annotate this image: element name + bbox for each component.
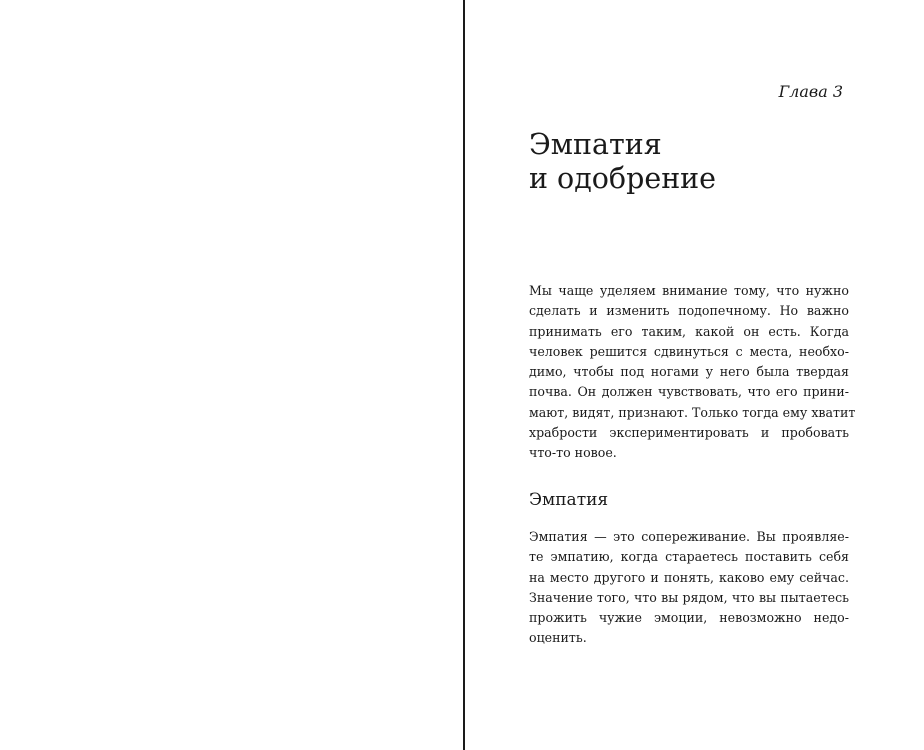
section-paragraph bbox=[529, 527, 849, 649]
text-line: что-то новое. bbox=[529, 445, 617, 461]
section-heading: Эмпатия bbox=[529, 490, 609, 510]
text-line: Значение того, что вы рядом, что вы пытаетесь bbox=[529, 589, 849, 605]
text-line: оценить. bbox=[529, 630, 587, 646]
text-line: на место другого и понять, каково ему сейчас. bbox=[529, 569, 849, 585]
right-page bbox=[465, 0, 924, 750]
text-line: те эмпатию, когда стараетесь поставить себя bbox=[529, 549, 849, 565]
text-line: димо, чтобы под ногами у него была твердая bbox=[529, 364, 849, 380]
text-line: принимать его таким, какой он есть. Когда bbox=[529, 323, 849, 339]
text-line: сделать и изменить подопечному. Но важно bbox=[529, 303, 849, 319]
text-line: храбрости экспериментировать и пробовать bbox=[529, 425, 849, 441]
text-line: человек решится сдвинуться с места, необхо- bbox=[529, 343, 849, 359]
chapter-title-line: Эмпатия bbox=[529, 128, 662, 161]
chapter-label: Глава 3 bbox=[778, 82, 843, 101]
text-line: Эмпатия — это сопереживание. Вы проявляе- bbox=[529, 529, 849, 544]
chapter-title bbox=[529, 128, 849, 196]
text-line: мают, видят, признают. Только тогда ему хватит bbox=[529, 404, 856, 420]
text-line: почва. Он должен чувствовать, что его прини- bbox=[529, 384, 849, 400]
chapter-title-line: и одобрение bbox=[529, 162, 717, 195]
text-line: прожить чужие эмоции, невозможно недо- bbox=[529, 610, 849, 626]
intro-paragraph bbox=[529, 281, 856, 464]
text-line: Мы чаще уделяем внимание тому, что нужно bbox=[529, 283, 849, 298]
